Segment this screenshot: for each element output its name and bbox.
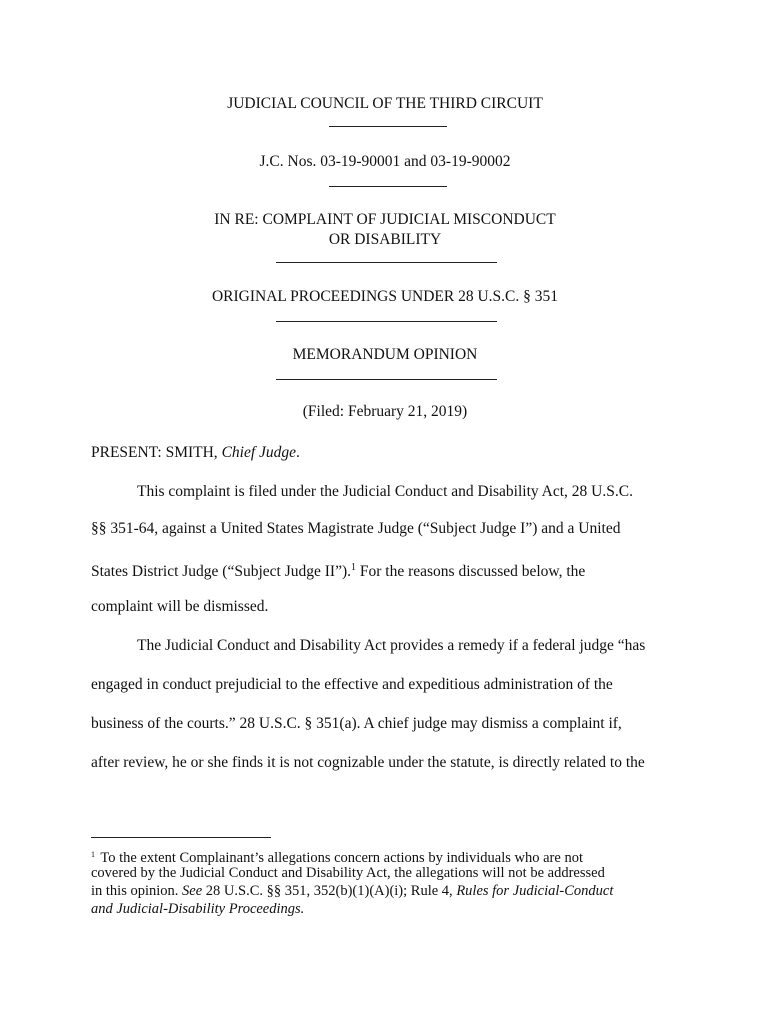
footnote-line bbox=[91, 900, 304, 918]
in-re-line-1: IN RE: COMPLAINT OF JUDICIAL MISCONDUCT bbox=[214, 211, 556, 228]
separator-rule bbox=[276, 262, 497, 263]
body-text: States District Judge (“Subject Judge II”). bbox=[91, 563, 351, 580]
separator-rule bbox=[329, 186, 447, 187]
footnote-text: in this opinion. bbox=[91, 883, 183, 899]
case-numbers: J.C. Nos. 03-19-90001 and 03-19-90002 bbox=[259, 153, 511, 170]
footnote-line bbox=[91, 882, 613, 900]
body-line: This complaint is filed under the Judicial Conduct and Disability Act, 28 U.S.C. bbox=[137, 483, 633, 500]
footnote-text: To the extent Complainant’s allegations concern actions by individuals who are not bbox=[97, 850, 583, 866]
in-re-line-2: OR DISABILITY bbox=[328, 231, 442, 248]
present-title: Chief Judge bbox=[221, 444, 297, 461]
body-line: after review, he or she finds it is not cognizable under the statute, is directly related to the bbox=[91, 754, 645, 771]
body-line: complaint will be dismissed. bbox=[91, 598, 269, 615]
present-label: PRESENT: SMITH, bbox=[91, 444, 222, 461]
footnote-citation: and Judicial-Disability Proceedings. bbox=[91, 901, 305, 917]
footnote-rule bbox=[91, 837, 271, 838]
body-line bbox=[91, 558, 585, 582]
present-line bbox=[91, 443, 300, 463]
filed-date: (Filed: February 21, 2019) bbox=[302, 403, 468, 420]
body-line: §§ 351-64, against a United States Magistrate Judge (“Subject Judge I”) and a United bbox=[91, 520, 621, 537]
court-name: JUDICIAL COUNCIL OF THE THIRD CIRCUIT bbox=[227, 95, 543, 112]
body-line: engaged in conduct prejudicial to the effective and expeditious administration of the bbox=[91, 676, 613, 693]
separator-rule bbox=[329, 126, 447, 127]
footnote-citation: Rules for Judicial-Conduct bbox=[456, 883, 614, 899]
proceedings-line: ORIGINAL PROCEEDINGS UNDER 28 U.S.C. § 351 bbox=[211, 288, 559, 305]
footnote-line: covered by the Judicial Conduct and Disability Act, the allegations will not be addressed bbox=[91, 865, 605, 881]
footnote-text: 28 U.S.C. §§ 351, 352(b)(1)(A)(i); Rule 4, bbox=[202, 883, 457, 899]
body-line: The Judicial Conduct and Disability Act provides a remedy if a federal judge “has bbox=[137, 637, 646, 654]
present-end: . bbox=[296, 444, 300, 461]
body-text: For the reasons discussed below, the bbox=[356, 563, 586, 580]
document-title: MEMORANDUM OPINION bbox=[292, 346, 478, 363]
footnote-mark: 1 bbox=[91, 850, 95, 859]
separator-rule bbox=[276, 321, 497, 322]
footnote-signal: See bbox=[182, 883, 203, 899]
separator-rule bbox=[276, 379, 497, 380]
body-line: business of the courts.” 28 U.S.C. § 351(a). A chief judge may dismiss a complaint if, bbox=[91, 715, 622, 732]
footnote-reference[interactable]: 1 bbox=[351, 562, 356, 573]
